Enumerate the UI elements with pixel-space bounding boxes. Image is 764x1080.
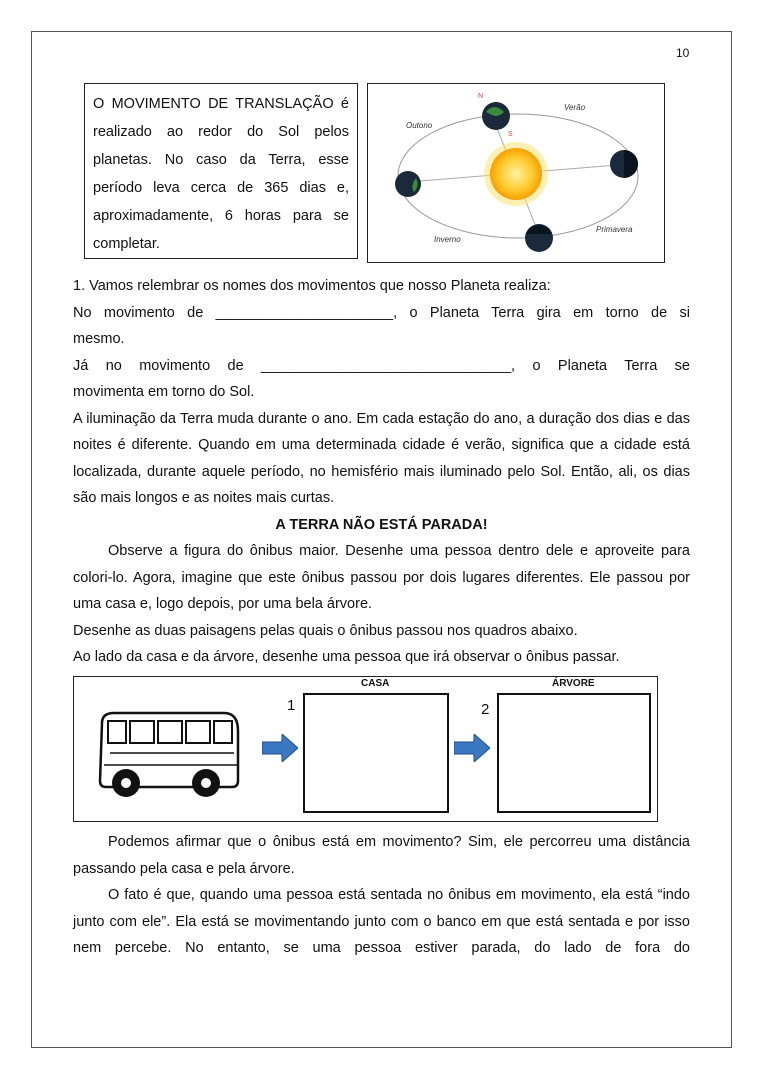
relative-motion-paragraph: O fato é que, quando uma pessoa está sentada no ônibus em movimento, ela está “indo junto com ele”. Ela está se movimentando junto com o banco em que está sentada e por isso nem percebe. No entanto, se uma pessoa estiver parada, do lado de fora do [73, 887, 690, 956]
draw-instruction-1: Desenhe as duas paisagens pelas quais o ônibus passou nos quadros abaixo. [73, 622, 578, 639]
movement-answer-paragraph: Podemos afirmar que o ônibus está em movimento? Sim, ele percorreu uma distância passando pela casa e pela árvore. [73, 834, 690, 877]
box-label-arvore: ÁRVORE [552, 678, 595, 689]
sun [484, 142, 548, 206]
box-number-2: 2 [481, 701, 490, 718]
season-label-winter: Inverno [434, 235, 461, 244]
bus-window [158, 721, 182, 743]
bus-instruction-paragraph: Observe a figura do ônibus maior. Desenhe uma pessoa dentro dele e aproveite para colori-lo. Agora, imagine que este ônibus passou por dois lugares diferentes. Ele passou por uma casa e, logo depois, por uma bela árvore. [73, 543, 690, 612]
season-label-summer: Verão [564, 103, 586, 112]
section-3 [73, 829, 690, 962]
bus-window [186, 721, 210, 743]
question-1-line-1: No movimento de ______________________, o Planeta Terra gira em torno de si [73, 304, 690, 321]
drawing-box-house[interactable] [303, 693, 449, 813]
pole-label-n: N [478, 93, 484, 100]
illumination-paragraph: A iluminação da Terra muda durante o ano. Em cada estação do ano, a duração dos dias e das noites é diferente. Quando em uma determinada cidade é verão, significa que a cidade está localizada, durante aquele período, no hemisfério mais iluminado pelo Sol. Então, ali, os dias são mais longos e as noites mais curtas. [73, 410, 690, 506]
earth-winter [525, 224, 553, 252]
pole-label-s: S [508, 131, 513, 138]
bus-activity-panel [73, 676, 658, 822]
draw-instruction-2: Ao lado da casa e da árvore, desenhe uma pessoa que irá observar o ônibus passar. [73, 649, 620, 665]
bus-window [108, 721, 126, 743]
earth-summer [482, 102, 510, 130]
earth-autumn [395, 171, 421, 197]
translation-info-box [84, 83, 358, 259]
question-1-line-2-end: movimenta em torno do Sol. [73, 384, 255, 400]
box-number-1: 1 [287, 697, 296, 714]
arrow-right-icon [262, 734, 298, 762]
page-number: 10 [676, 46, 690, 60]
question-1-line-2: Já no movimento de _______________________________, o Planeta Terra se [73, 357, 690, 374]
bus-window [214, 721, 232, 743]
orbit-diagram [368, 84, 664, 262]
bus-window [130, 721, 154, 743]
arrow-right-icon [454, 734, 490, 762]
season-label-autumn: Outono [406, 121, 433, 130]
question-1-line-1-end: mesmo. [73, 331, 125, 347]
earth-spring [610, 150, 638, 178]
box-label-casa: CASA [361, 678, 390, 689]
season-label-spring: Primavera [596, 225, 633, 234]
question-1: 1. Vamos relembrar os nomes dos movimentos que nosso Planeta realiza: [73, 278, 551, 294]
orbit-figure [367, 83, 665, 263]
section-title: A TERRA NÃO ESTÁ PARADA! [275, 516, 488, 533]
bus-illustration [94, 709, 244, 801]
section-1 [73, 273, 690, 671]
info-box-text: O MOVIMENTO DE TRANSLAÇÃO é realizado ao redor do Sol pelos planetas. No caso da Terra, esse período leva cerca de 365 dias e, aproximadamente, 6 horas para se completar. [93, 96, 349, 252]
drawing-box-tree[interactable] [497, 693, 651, 813]
